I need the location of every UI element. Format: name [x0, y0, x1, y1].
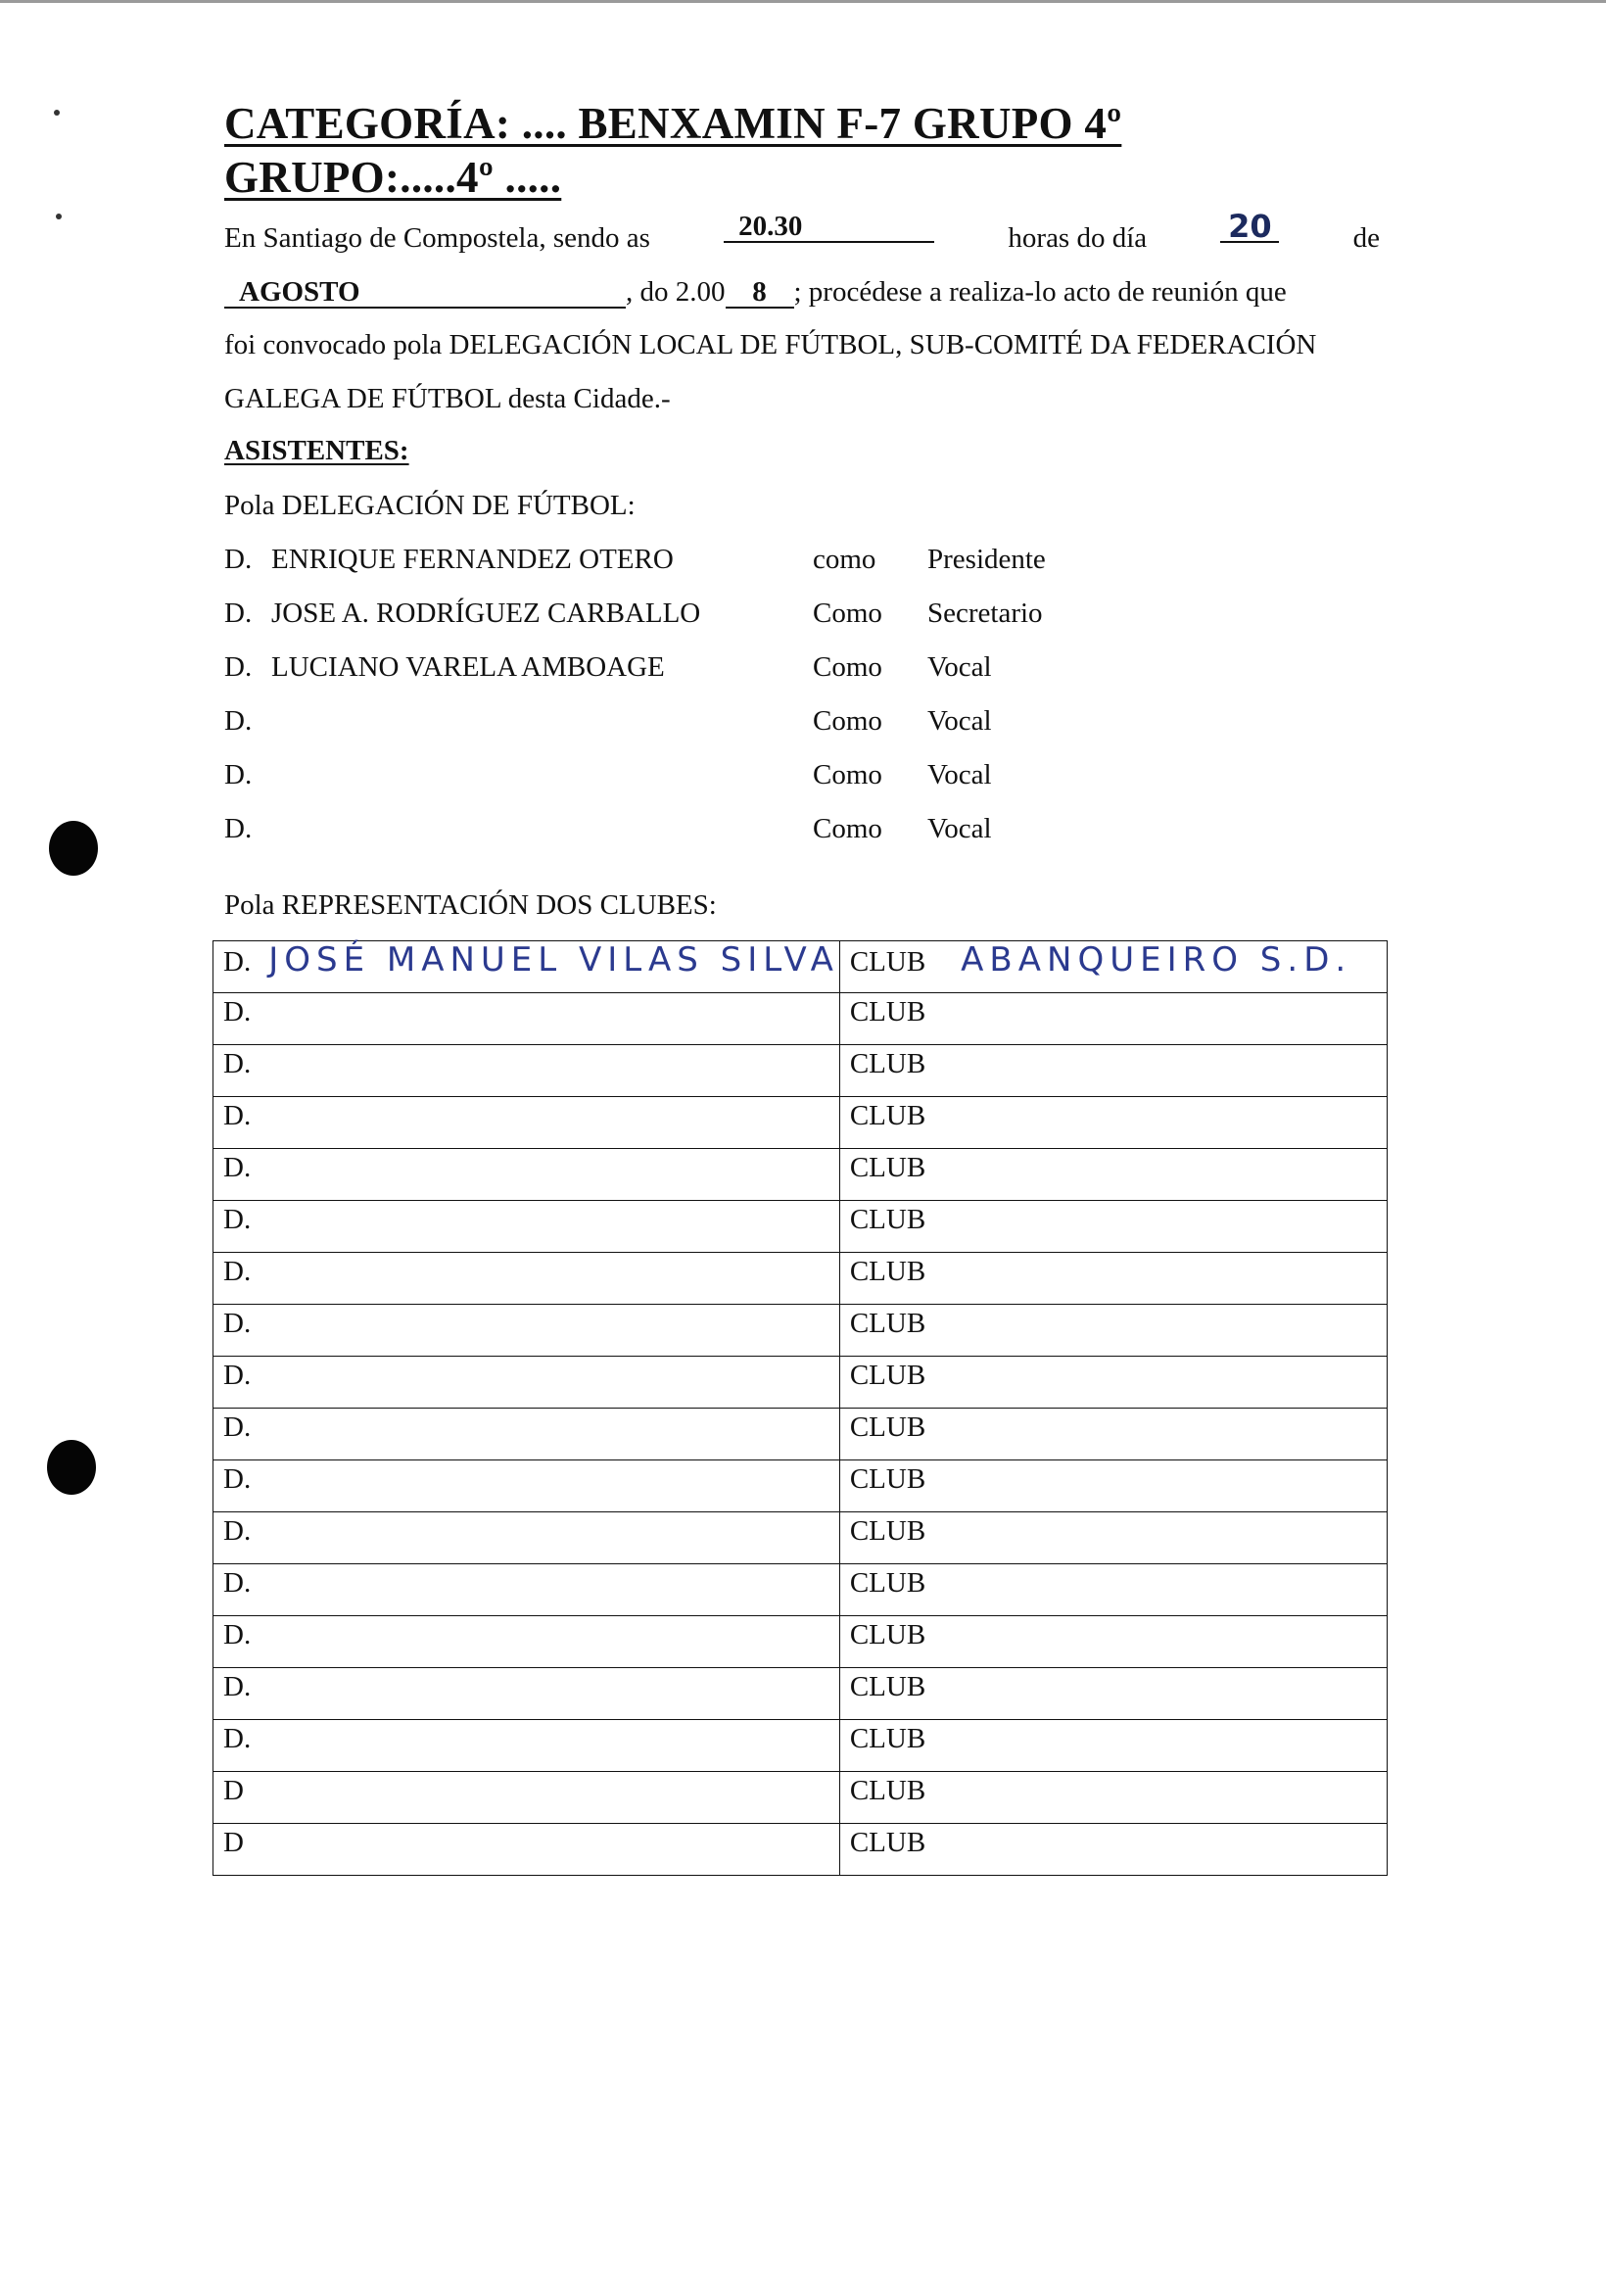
representative-cell[interactable] — [213, 1512, 840, 1564]
intro-text: de — [1352, 222, 1380, 254]
punch-hole — [47, 1440, 96, 1495]
club-label: CLUB — [849, 1256, 926, 1287]
delegacion-member — [224, 651, 1106, 691]
representative-prefix: D. — [223, 1619, 252, 1650]
intro-text: , do 2.00 — [626, 275, 726, 308]
representative-prefix: D. — [223, 1204, 252, 1235]
club-row — [213, 1357, 1388, 1409]
club-label: CLUB — [849, 1463, 926, 1495]
club-cell[interactable] — [839, 993, 1387, 1045]
asistentes-heading: ASISTENTES: — [224, 435, 409, 466]
club-label: CLUB — [849, 1619, 926, 1650]
club-label: CLUB — [849, 1515, 926, 1547]
club-cell[interactable] — [839, 1201, 1387, 1253]
club-cell[interactable] — [839, 1460, 1387, 1512]
club-row — [213, 1564, 1388, 1616]
representative-cell[interactable] — [213, 1097, 840, 1149]
club-cell[interactable] — [839, 1512, 1387, 1564]
member-role: Vocal — [927, 705, 992, 737]
club-cell[interactable] — [839, 1772, 1387, 1824]
club-row — [213, 1668, 1388, 1720]
representative-cell[interactable] — [213, 1253, 840, 1305]
club-cell[interactable] — [839, 1824, 1387, 1876]
representative-prefix: D — [223, 1827, 244, 1858]
month-field: AGOSTO — [224, 277, 626, 309]
club-label: CLUB — [849, 1308, 926, 1339]
representative-cell[interactable] — [213, 1564, 840, 1616]
club-label: CLUB — [849, 1567, 926, 1599]
delegacion-member — [224, 759, 1106, 798]
club-row — [213, 1409, 1388, 1460]
representative-cell[interactable] — [213, 1616, 840, 1668]
representative-cell[interactable] — [213, 1045, 840, 1097]
representative-prefix: D. — [223, 1100, 252, 1131]
member-role: Presidente — [927, 544, 1046, 575]
club-cell[interactable] — [839, 1720, 1387, 1772]
representative-prefix: D. — [223, 1308, 252, 1339]
member-prefix: D. — [224, 651, 253, 683]
club-row — [213, 1253, 1388, 1305]
club-cell[interactable] — [839, 1149, 1387, 1201]
member-prefix: D. — [224, 759, 253, 790]
representative-prefix: D. — [223, 946, 252, 978]
representative-cell[interactable] — [213, 1824, 840, 1876]
club-cell[interactable] — [839, 1616, 1387, 1668]
member-role: Vocal — [927, 759, 992, 790]
representative-cell[interactable] — [213, 1357, 840, 1409]
intro-text: horas do día — [1008, 222, 1148, 254]
representative-cell[interactable] — [213, 1772, 840, 1824]
member-como: Como — [813, 759, 882, 790]
member-role: Vocal — [927, 813, 992, 844]
time-field: 20.30 — [724, 212, 934, 243]
club-row — [213, 1460, 1388, 1512]
representative-prefix: D. — [223, 1567, 252, 1599]
representative-cell[interactable] — [213, 1201, 840, 1253]
club-label: CLUB — [849, 1204, 926, 1235]
club-label: CLUB — [849, 946, 926, 978]
club-cell[interactable] — [839, 1097, 1387, 1149]
intro-line-1 — [224, 208, 1380, 265]
club-row — [213, 1616, 1388, 1668]
club-row — [213, 993, 1388, 1045]
club-row — [213, 1045, 1388, 1097]
representative-cell[interactable] — [213, 1409, 840, 1460]
punch-hole — [49, 821, 98, 876]
representative-prefix: D. — [223, 1463, 252, 1495]
scan-speck — [56, 214, 62, 219]
intro-line-3 — [224, 318, 1380, 372]
club-label: CLUB — [849, 1775, 926, 1806]
club-row — [213, 1149, 1388, 1201]
club-label: CLUB — [849, 1152, 926, 1183]
representative-name: JOSÉ MANUEL VILAS SILVA — [268, 940, 839, 980]
member-prefix: D. — [224, 544, 253, 575]
member-name: LUCIANO VARELA AMBOAGE — [271, 651, 665, 683]
delegacion-member — [224, 705, 1106, 744]
club-row — [213, 1720, 1388, 1772]
category-heading: CATEGORÍA: .... BENXAMIN F-7 GRUPO 4º — [224, 99, 1122, 148]
member-como: Como — [813, 813, 882, 844]
representative-cell[interactable] — [213, 993, 840, 1045]
member-prefix: D. — [224, 598, 253, 629]
representative-prefix: D. — [223, 996, 252, 1028]
clubs-table — [213, 940, 1388, 1876]
member-prefix: D. — [224, 705, 253, 737]
representative-cell[interactable] — [213, 1720, 840, 1772]
representative-prefix: D. — [223, 1256, 252, 1287]
intro-line-2 — [224, 265, 1380, 319]
representative-cell[interactable] — [213, 1305, 840, 1357]
delegacion-member — [224, 813, 1106, 852]
clubes-label: Pola REPRESENTACIÓN DOS CLUBES: — [224, 889, 717, 921]
club-cell[interactable] — [839, 1668, 1387, 1720]
club-cell[interactable] — [839, 941, 1387, 993]
club-row — [213, 1824, 1388, 1876]
member-role: Vocal — [927, 651, 992, 683]
intro-line-4 — [224, 372, 1380, 426]
club-label: CLUB — [849, 1411, 926, 1443]
representative-prefix: D. — [223, 1152, 252, 1183]
club-row — [213, 1512, 1388, 1564]
representative-prefix: D. — [223, 1515, 252, 1547]
scan-top-edge — [0, 0, 1606, 3]
representative-cell[interactable] — [213, 1460, 840, 1512]
intro-text: GALEGA DE FÚTBOL desta Cidade.- — [224, 382, 671, 414]
club-row — [213, 1201, 1388, 1253]
representative-prefix: D. — [223, 1360, 252, 1391]
intro-text: ; procédese a realiza-lo acto de reunión que — [793, 275, 1287, 308]
intro-text: En Santiago de Compostela, sendo as — [224, 222, 650, 254]
member-name: ENRIQUE FERNANDEZ OTERO — [271, 544, 674, 575]
delegacion-label: Pola DELEGACIÓN DE FÚTBOL: — [224, 490, 636, 521]
club-label: CLUB — [849, 1723, 926, 1754]
club-row — [213, 1097, 1388, 1149]
intro-paragraph — [224, 208, 1380, 425]
club-label: CLUB — [849, 1360, 926, 1391]
club-cell[interactable] — [839, 1253, 1387, 1305]
club-cell[interactable] — [839, 1409, 1387, 1460]
member-name: JOSE A. RODRÍGUEZ CARBALLO — [271, 598, 701, 629]
club-row — [213, 1772, 1388, 1824]
representative-prefix: D. — [223, 1411, 252, 1443]
member-como: Como — [813, 598, 882, 629]
club-name: ABANQUEIRO S.D. — [961, 940, 1352, 980]
club-row — [213, 941, 1388, 993]
representative-cell[interactable] — [213, 1149, 840, 1201]
scan-speck — [54, 110, 60, 116]
group-heading: GRUPO:.....4º ..... — [224, 153, 562, 202]
delegacion-member — [224, 598, 1106, 637]
club-label: CLUB — [849, 1671, 926, 1702]
club-cell[interactable] — [839, 1305, 1387, 1357]
representative-prefix: D — [223, 1775, 244, 1806]
member-prefix: D. — [224, 813, 253, 844]
member-como: Como — [813, 705, 882, 737]
club-row — [213, 1305, 1388, 1357]
day-field: 20 — [1220, 212, 1279, 243]
representative-prefix: D. — [223, 1048, 252, 1079]
representative-prefix: D. — [223, 1723, 252, 1754]
club-cell[interactable] — [839, 1045, 1387, 1097]
club-cell[interactable] — [839, 1357, 1387, 1409]
club-cell[interactable] — [839, 1564, 1387, 1616]
member-como: Como — [813, 651, 882, 683]
representative-cell[interactable] — [213, 1668, 840, 1720]
intro-month-group — [224, 265, 1287, 319]
member-como: como — [813, 544, 876, 575]
intro-text: foi convocado pola DELEGACIÓN LOCAL DE FÚTBOL, SUB-COMITÉ DA FEDERACIÓN — [224, 329, 1317, 360]
club-label: CLUB — [849, 1100, 926, 1131]
delegacion-member — [224, 544, 1106, 583]
club-label: CLUB — [849, 1048, 926, 1079]
club-label: CLUB — [849, 1827, 926, 1858]
club-label: CLUB — [849, 996, 926, 1028]
year-digit-field: 8 — [726, 277, 794, 309]
representative-prefix: D. — [223, 1671, 252, 1702]
representative-cell[interactable] — [213, 941, 840, 993]
member-role: Secretario — [927, 598, 1043, 629]
